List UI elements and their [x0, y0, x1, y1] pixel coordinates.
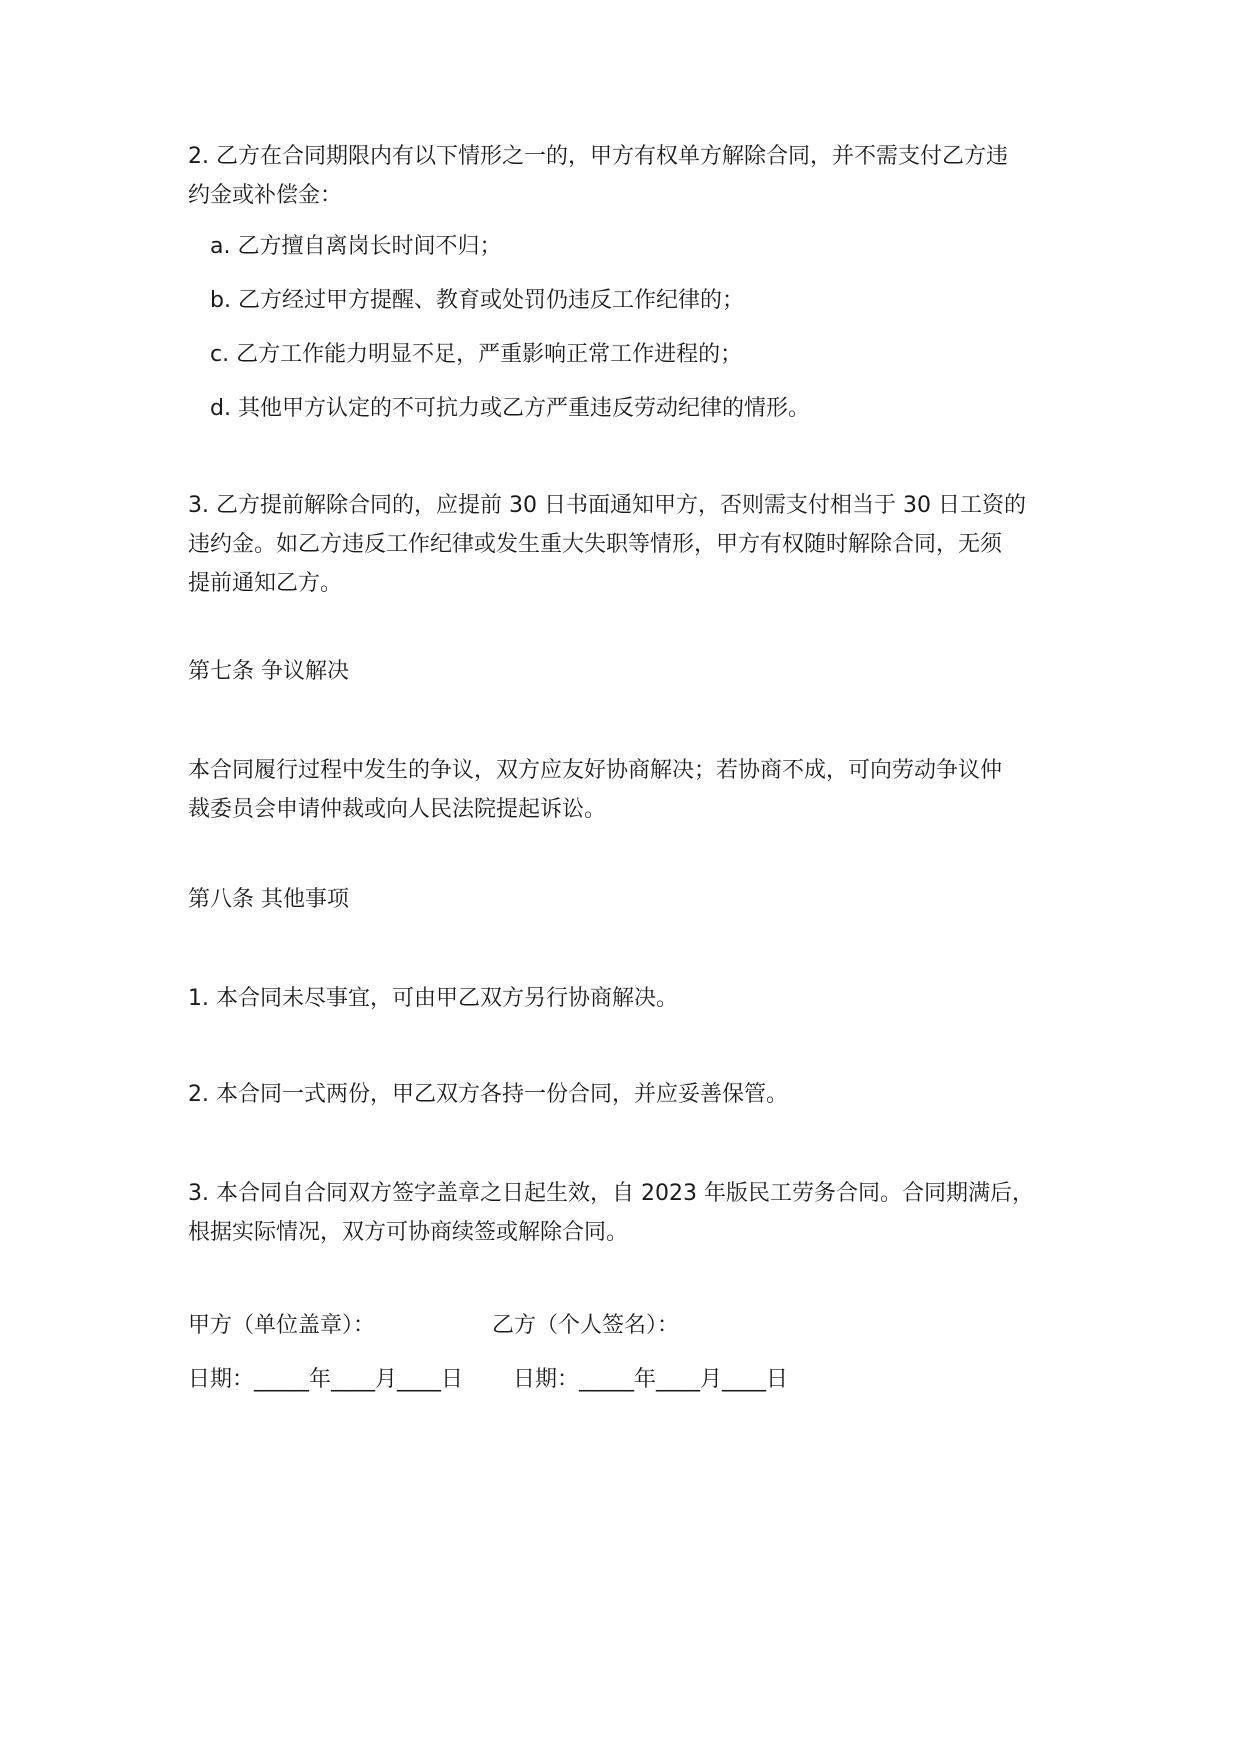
clause3-paragraph	[188, 486, 1088, 603]
article7-line2: 裁委员会申请仲裁或向人民法院提起诉讼。	[188, 797, 607, 822]
party-a-seal-label: 甲方（单位盖章）：	[188, 1313, 376, 1338]
party-a-date: 日期：_____年____月____日	[188, 1367, 464, 1392]
clause2-line2: 约金或补偿金：	[188, 183, 343, 208]
article8-heading: 第八条 其他事项	[188, 887, 349, 912]
clause2-item-d: d. 其他甲方认定的不可抗力或乙方严重违反劳动纪律的情形。	[210, 396, 810, 421]
article7-paragraph	[188, 751, 1088, 829]
clause3-line1: 3. 乙方提前解除合同的，应提前 30 日书面通知甲方，否则需支付相当于 30 日工资的	[188, 493, 1026, 518]
article8-item3	[188, 1174, 1088, 1252]
article8-item1: 1. 本合同未尽事宜，可由甲乙双方另行协商解决。	[188, 986, 678, 1011]
article8-item3-line1: 3. 本合同自合同双方签字盖章之日起生效，自 2023 年版民工劳务合同。合同期满后，	[188, 1181, 1034, 1206]
article7-line1: 本合同履行过程中发生的争议，双方应友好协商解决；若协商不成，可向劳动争议仲	[188, 758, 1003, 783]
article7-heading: 第七条 争议解决	[188, 659, 349, 684]
article8-item3-line2: 根据实际情况，双方可协商续签或解除合同。	[188, 1220, 629, 1245]
article8-item2: 2. 本合同一式两份，甲乙双方各持一份合同，并应妥善保管。	[188, 1082, 788, 1107]
clause3-line3: 提前通知乙方。	[188, 571, 343, 596]
party-b-signature-label: 乙方（个人签名）：	[492, 1313, 680, 1338]
clause2-item-c: c. 乙方工作能力明显不足，严重影响正常工作进程的；	[210, 342, 743, 367]
clause2-paragraph	[188, 137, 1088, 215]
party-b-date: 日期：_____年____月____日	[513, 1367, 789, 1392]
clause2-item-a: a. 乙方擅自离岗长时间不归；	[210, 234, 502, 259]
clause3-line2: 违约金。如乙方违反工作纪律或发生重大失职等情形，甲方有权随时解除合同，无须	[188, 532, 1003, 557]
clause2-line1: 2. 乙方在合同期限内有以下情形之一的，甲方有权单方解除合同，并不需支付乙方违	[188, 144, 1008, 169]
clause2-item-b: b. 乙方经过甲方提醒、教育或处罚仍违反工作纪律的；	[210, 288, 744, 313]
